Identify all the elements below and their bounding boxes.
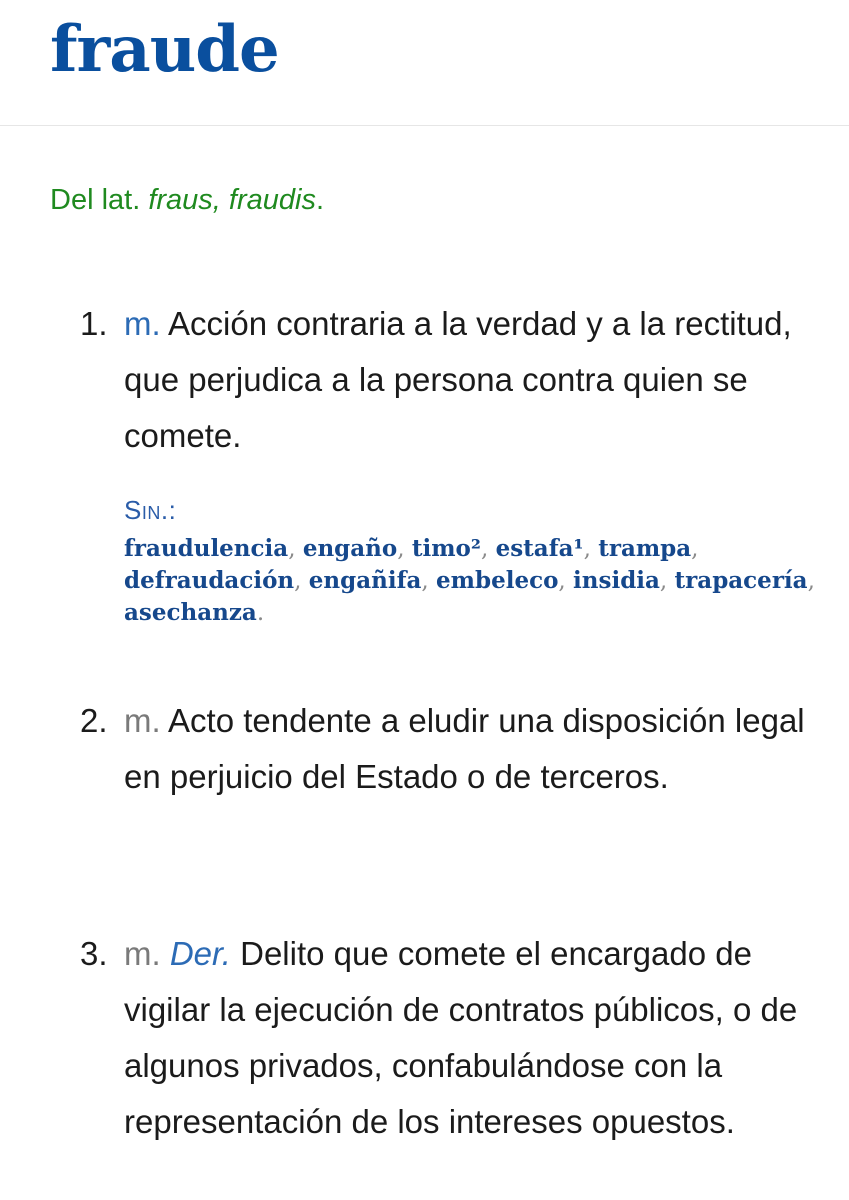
definition-text: Acto tendente a eludir una disposición legal en perjuicio del Estado o de terceros. [124, 702, 805, 795]
etymology-suffix: . [315, 184, 325, 216]
definition-text: Acción contraria a la verdad y a la rectitud, que perjudica a la persona contra quien se comete. [124, 305, 792, 454]
sense-number: 1. [80, 305, 108, 342]
synonym-link[interactable]: embeleco [436, 567, 559, 594]
grammar-abbreviation[interactable]: m. [124, 702, 161, 739]
sense-definition [124, 693, 814, 805]
synonym-separator: , [397, 536, 412, 562]
domain-abbreviation[interactable]: Der. [169, 935, 231, 972]
synonym-link[interactable]: engaño [302, 535, 398, 562]
synonym-separator: , [583, 536, 599, 562]
synonym-link[interactable]: estafa¹ [495, 535, 584, 562]
synonym-link[interactable]: timo² [411, 535, 481, 562]
synonym-link[interactable]: engañifa [308, 567, 422, 594]
synonym-separator: . [256, 600, 265, 626]
etymology [50, 180, 324, 220]
definition-text: Delito que comete el encargado de vigilar la ejecución de contratos públicos, o de algunos privados, confabulándose con la representación de los intereses opuestos. [124, 935, 798, 1140]
synonym-link[interactable]: insidia [573, 567, 660, 594]
grammar-abbreviation[interactable]: m. [124, 935, 170, 972]
sense-definition [124, 926, 814, 1150]
synonym-separator: , [558, 568, 574, 594]
synonym-separator: , [807, 568, 815, 594]
headword: fraude [50, 12, 279, 87]
synonym-link[interactable]: trapacería [674, 567, 808, 594]
synonyms-label: Sin.: [124, 495, 177, 525]
sense-number: 2. [80, 702, 108, 739]
sense-definition [124, 296, 814, 464]
etymology-prefix: Del lat. [50, 184, 149, 216]
synonym-separator: , [421, 568, 437, 594]
synonym-link[interactable]: defraudación [124, 567, 295, 594]
synonym-separator: , [691, 536, 699, 562]
synonym-separator: , [480, 536, 496, 562]
entry-header [0, 0, 849, 126]
synonym-link[interactable]: fraudulencia [124, 535, 289, 562]
synonym-separator: , [659, 568, 675, 594]
sense-number: 3. [80, 935, 108, 972]
synonym-link[interactable]: trampa [598, 535, 692, 562]
synonym-link[interactable]: asechanza [124, 599, 257, 626]
grammar-abbreviation[interactable]: m. [124, 305, 161, 342]
synonym-separator: , [288, 536, 303, 562]
etymology-forms: fraus, fraudis [148, 184, 316, 216]
synonym-separator: , [294, 568, 309, 594]
synonyms-list [124, 533, 824, 629]
